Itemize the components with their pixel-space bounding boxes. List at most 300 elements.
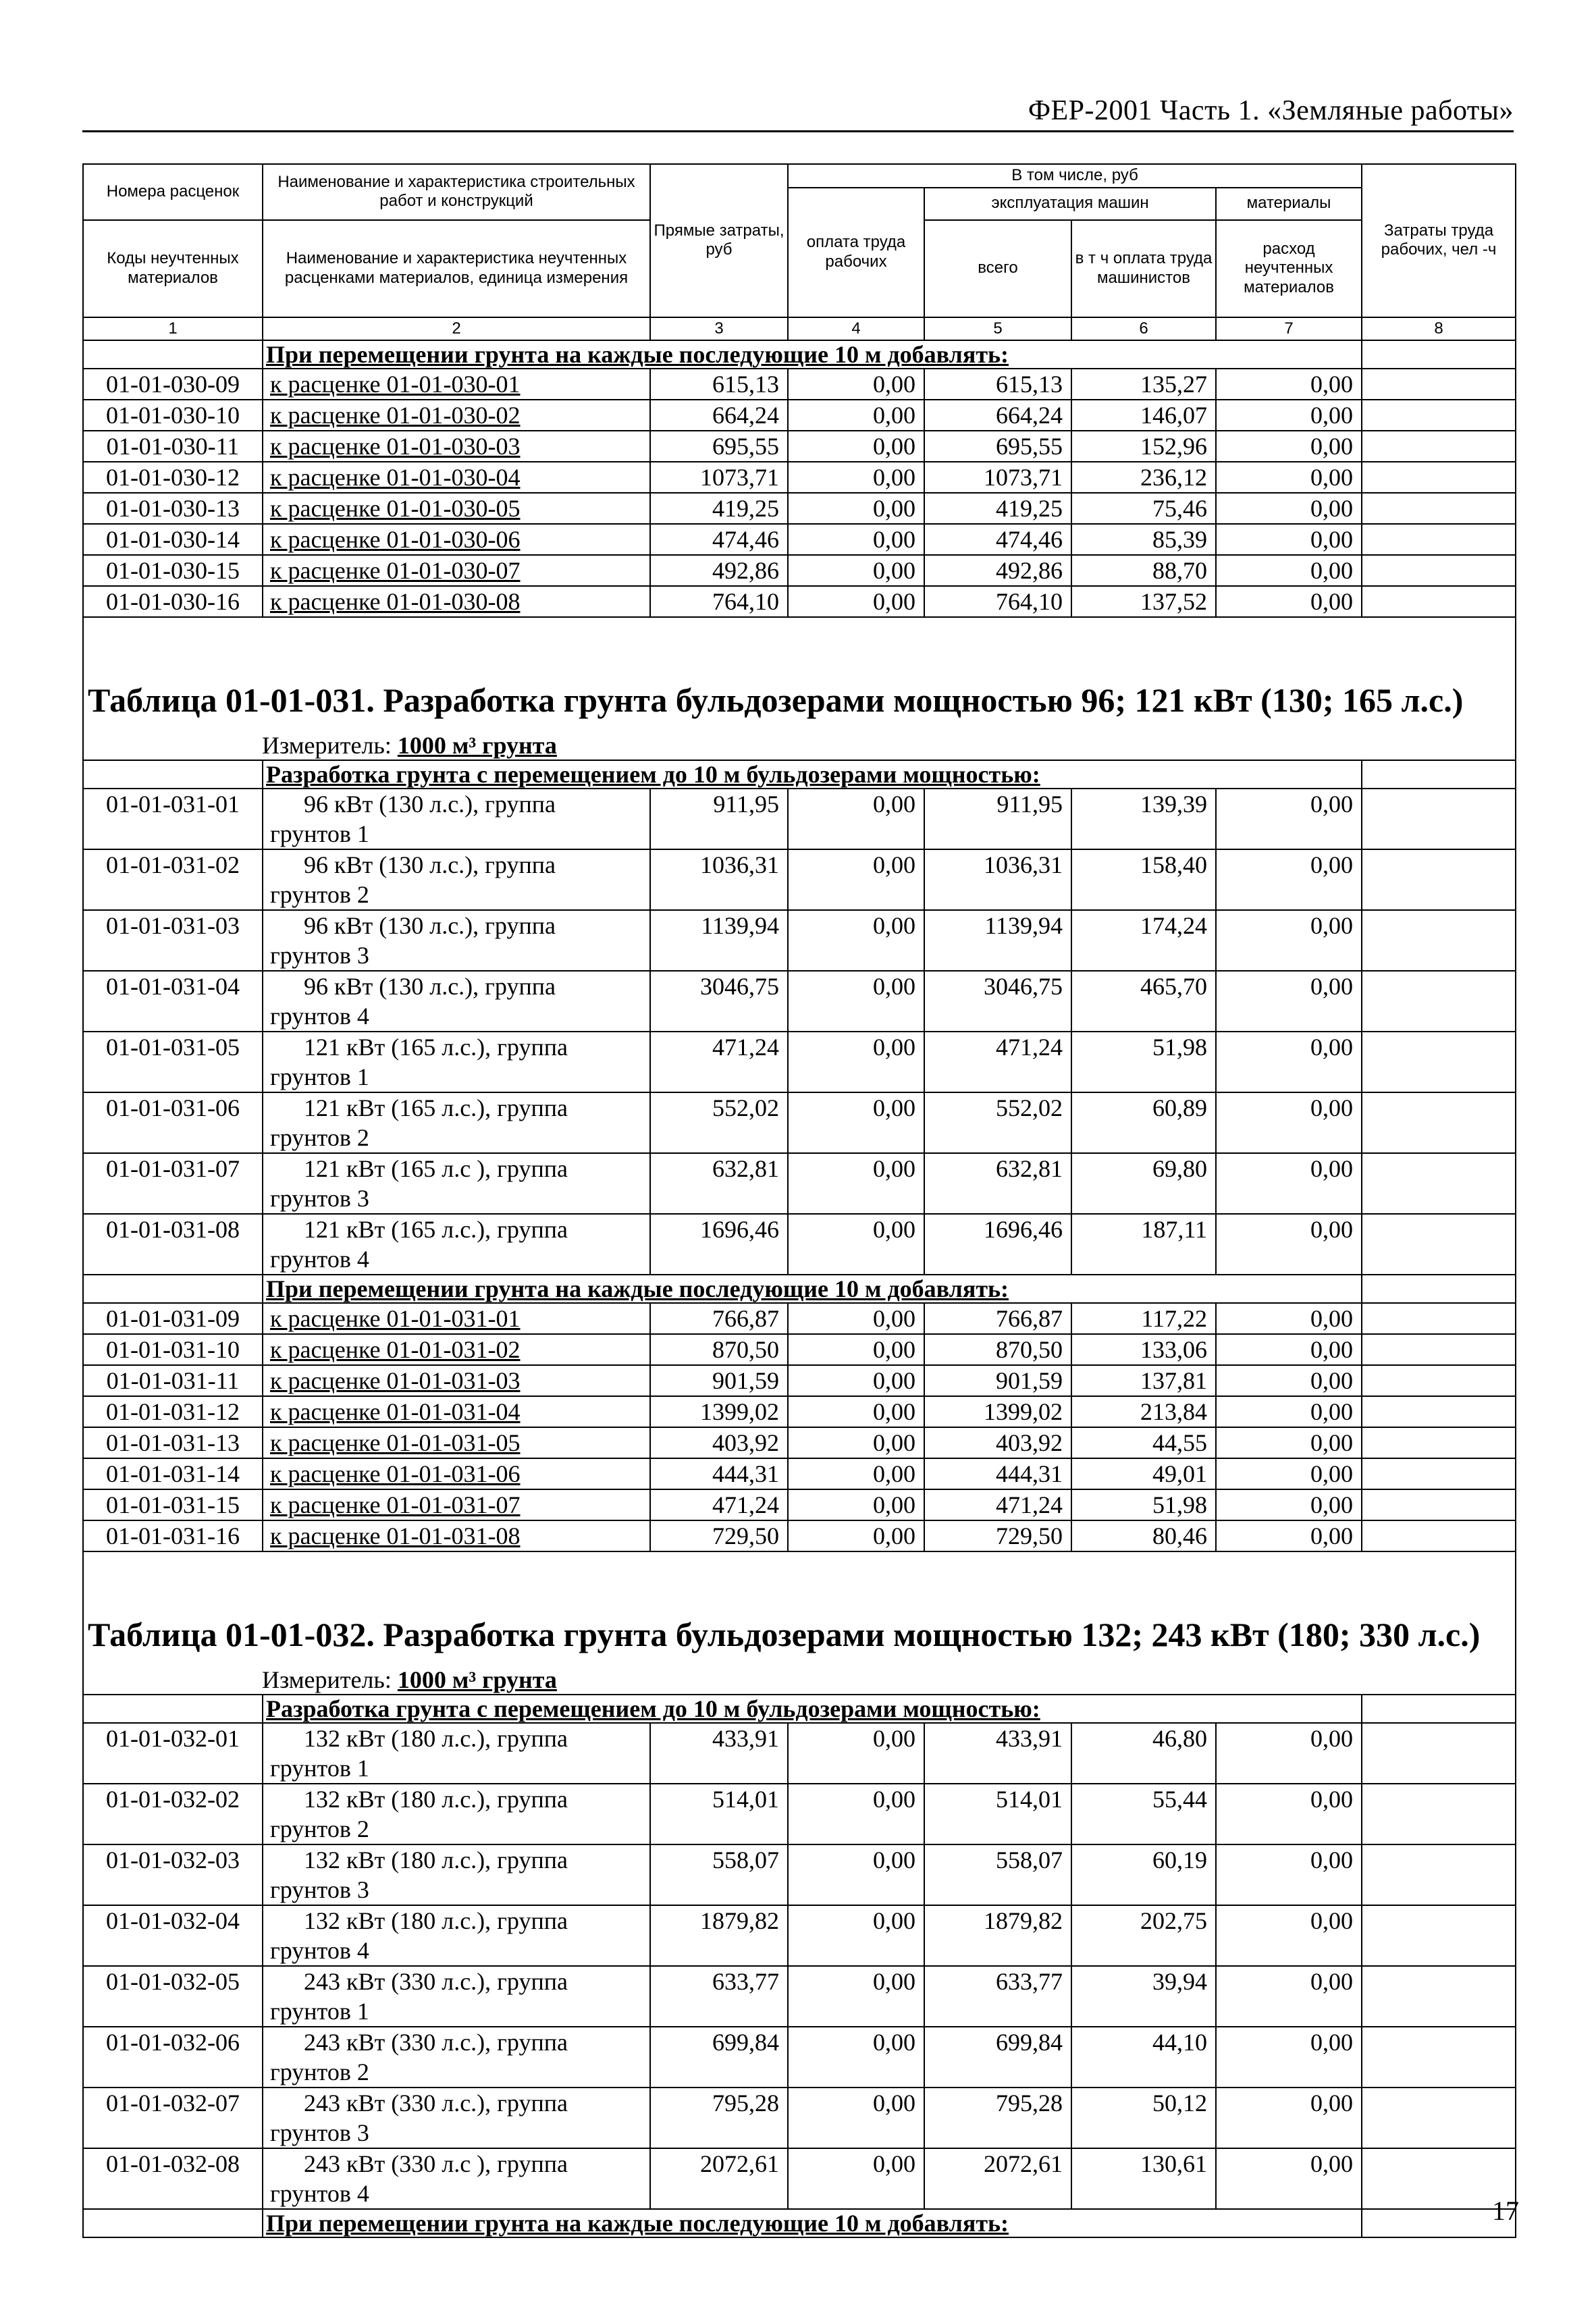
rate-name: [263, 369, 650, 400]
soil-group-line: грунтов 4: [270, 2179, 369, 2207]
value-machinist: 39,94: [1071, 1966, 1216, 2027]
value-materials: 0,00: [1216, 971, 1362, 1032]
rate-name-line: 243 кВт (330 л.с.), группа: [304, 2089, 568, 2117]
value-labor-cost: [1362, 910, 1516, 971]
value-labor-cost: [1362, 1365, 1516, 1396]
value-labor-cost: [1362, 586, 1516, 617]
rates-table-container: [82, 163, 1515, 2238]
page-number: 17: [1492, 2196, 1519, 2226]
value-machine: 3046,75: [924, 971, 1071, 1032]
value-labor: 0,00: [788, 369, 924, 400]
rate-name: [263, 910, 650, 971]
rate-name-text: к расценке 01-01-030-07: [270, 556, 521, 584]
rate-name-line: 243 кВт (330 л.с ), группа: [304, 2150, 568, 2177]
value-materials: 0,00: [1216, 1303, 1362, 1334]
rate-name-line: 243 кВт (330 л.с.), группа: [304, 2028, 568, 2056]
rate-code: 01-01-031-09: [83, 1303, 263, 1334]
rate-name-line: 121 кВт (165 л.с.), группа: [304, 1033, 568, 1061]
value-machine: 419,25: [924, 493, 1071, 524]
soil-group-line: грунтов 1: [270, 1754, 369, 1782]
value-labor-cost: [1362, 493, 1516, 524]
value-machine: 403,92: [924, 1427, 1071, 1458]
table-row: [83, 1214, 1516, 1275]
value-machinist: 133,06: [1071, 1334, 1216, 1365]
value-direct: 433,91: [650, 1723, 788, 1784]
section-row: [83, 1275, 1516, 1303]
value-labor-cost: [1362, 1844, 1516, 1905]
section-spacer-cell: [1362, 340, 1516, 369]
value-materials: 0,00: [1216, 1365, 1362, 1396]
spacer-cell: [83, 1551, 1516, 1583]
table-row: [83, 400, 1516, 431]
value-materials: 0,00: [1216, 1905, 1362, 1966]
header-labor-pay: оплата труда рабочих: [788, 188, 924, 317]
value-direct: 1073,71: [650, 462, 788, 493]
rate-name: [263, 1489, 650, 1520]
value-labor: 0,00: [788, 1396, 924, 1427]
header-including: В том числе, руб: [788, 164, 1362, 188]
value-labor-cost: [1362, 1032, 1516, 1092]
value-labor: 0,00: [788, 1365, 924, 1396]
rate-code: 01-01-031-04: [83, 971, 263, 1032]
table-row: [83, 1334, 1516, 1365]
rate-name-line: 96 кВт (130 л.с.), группа: [304, 972, 556, 1000]
soil-group-line: грунтов 4: [270, 1936, 369, 1964]
header-machines-total: всего: [924, 220, 1071, 317]
rate-name: [263, 586, 650, 617]
rate-name: [263, 524, 650, 555]
rate-name-text: к расценке 01-01-030-06: [270, 525, 521, 553]
rate-name: [263, 1520, 650, 1551]
value-direct: 764,10: [650, 586, 788, 617]
value-machinist: 202,75: [1071, 1905, 1216, 1966]
meter-label: Измеритель:: [262, 1666, 392, 1693]
section-spacer-cell: [1362, 1275, 1516, 1303]
column-number: 5: [924, 317, 1071, 340]
value-machinist: 80,46: [1071, 1520, 1216, 1551]
spacer-row: [83, 617, 1516, 649]
rate-code: 01-01-030-12: [83, 462, 263, 493]
value-materials: 0,00: [1216, 493, 1362, 524]
value-machine: 664,24: [924, 400, 1071, 431]
value-machinist: 75,46: [1071, 493, 1216, 524]
rate-name-text: к расценке 01-01-030-05: [270, 494, 521, 522]
section-spacer-cell: [83, 340, 263, 369]
soil-group-line: грунтов 2: [270, 1123, 369, 1151]
value-materials: 0,00: [1216, 586, 1362, 617]
header-rate-numbers: Номера расценок: [83, 164, 263, 220]
value-labor-cost: [1362, 1905, 1516, 1966]
rate-code: 01-01-031-02: [83, 849, 263, 910]
rate-name-line: 96 кВт (130 л.с.), группа: [304, 851, 556, 878]
value-labor: 0,00: [788, 400, 924, 431]
value-materials: 0,00: [1216, 1396, 1362, 1427]
rate-name-text: к расценке 01-01-030-03: [270, 432, 521, 460]
value-labor-cost: [1362, 1784, 1516, 1844]
value-labor-cost: [1362, 1396, 1516, 1427]
rate-code: 01-01-030-09: [83, 369, 263, 400]
soil-group-line: грунтов 1: [270, 820, 369, 847]
value-direct: 2072,61: [650, 2148, 788, 2209]
value-machinist: 236,12: [1071, 462, 1216, 493]
value-labor-cost: [1362, 1723, 1516, 1784]
value-labor: 0,00: [788, 1458, 924, 1489]
value-labor: 0,00: [788, 1092, 924, 1153]
header-machines: эксплуатация машин: [924, 188, 1216, 220]
header-labor-cost: Затраты труда рабочих, чел -ч: [1362, 164, 1516, 317]
value-materials: 0,00: [1216, 2027, 1362, 2088]
table-row: [83, 1520, 1516, 1551]
meter-cell: [83, 1656, 1516, 1695]
value-materials: 0,00: [1216, 1784, 1362, 1844]
table-row: [83, 1905, 1516, 1966]
value-materials: 0,00: [1216, 910, 1362, 971]
rate-code: 01-01-031-07: [83, 1153, 263, 1214]
value-labor-cost: [1362, 971, 1516, 1032]
value-direct: 492,86: [650, 555, 788, 586]
rate-name: [263, 2148, 650, 2209]
value-labor-cost: [1362, 400, 1516, 431]
value-direct: 471,24: [650, 1489, 788, 1520]
value-labor: 0,00: [788, 431, 924, 462]
value-machine: 901,59: [924, 1365, 1071, 1396]
rate-code: 01-01-031-08: [83, 1214, 263, 1275]
column-number: 3: [650, 317, 788, 340]
value-machinist: 44,10: [1071, 2027, 1216, 2088]
table-row: [83, 1032, 1516, 1092]
table-row: [83, 524, 1516, 555]
table-row: [83, 849, 1516, 910]
value-labor: 0,00: [788, 2027, 924, 2088]
section-row: [83, 340, 1516, 369]
meter-cell: [83, 722, 1516, 760]
rate-name: [263, 555, 650, 586]
rate-code: 01-01-031-13: [83, 1427, 263, 1458]
value-machinist: 88,70: [1071, 555, 1216, 586]
soil-group-line: грунтов 3: [270, 2119, 369, 2146]
rate-code: 01-01-031-05: [83, 1032, 263, 1092]
value-machine: 633,77: [924, 1966, 1071, 2027]
rate-name-line: 96 кВт (130 л.с.), группа: [304, 790, 556, 818]
rate-name-text: к расценке 01-01-031-03: [270, 1366, 521, 1394]
soil-group-line: грунтов 1: [270, 1063, 369, 1090]
rate-code: 01-01-031-03: [83, 910, 263, 971]
header-materials: материалы: [1216, 188, 1362, 220]
soil-group-line: грунтов 1: [270, 1997, 369, 2025]
value-machine: 795,28: [924, 2088, 1071, 2148]
rate-name: [263, 971, 650, 1032]
value-machine: 552,02: [924, 1092, 1071, 1153]
value-materials: 0,00: [1216, 1032, 1362, 1092]
value-direct: 552,02: [650, 1092, 788, 1153]
section-spacer-cell: [83, 1695, 263, 1723]
rate-name-text: к расценке 01-01-031-02: [270, 1335, 521, 1363]
table-row: [83, 369, 1516, 400]
rate-name: [263, 849, 650, 910]
value-materials: 0,00: [1216, 1214, 1362, 1275]
value-labor-cost: [1362, 1214, 1516, 1275]
value-machine: 766,87: [924, 1303, 1071, 1334]
value-direct: 633,77: [650, 1966, 788, 2027]
value-machine: 1399,02: [924, 1396, 1071, 1427]
value-materials: 0,00: [1216, 369, 1362, 400]
value-machine: 699,84: [924, 2027, 1071, 2088]
table-row: [83, 2088, 1516, 2148]
value-direct: 1139,94: [650, 910, 788, 971]
value-direct: 558,07: [650, 1844, 788, 1905]
rate-name: [263, 1092, 650, 1153]
value-labor: 0,00: [788, 1905, 924, 1966]
value-materials: 0,00: [1216, 400, 1362, 431]
value-materials: 0,00: [1216, 849, 1362, 910]
value-labor-cost: [1362, 1966, 1516, 2027]
table-row: [83, 1489, 1516, 1520]
value-materials: 0,00: [1216, 1458, 1362, 1489]
rate-code: 01-01-032-05: [83, 1966, 263, 2027]
value-machine: 558,07: [924, 1844, 1071, 1905]
rate-name-line: 243 кВт (330 л.с.), группа: [304, 1967, 568, 1995]
table-title: Таблица 01-01-031. Разработка грунта бульдозерами мощностью 96; 121 кВт (130; 165 л.с.): [88, 681, 1464, 719]
value-labor: 0,00: [788, 971, 924, 1032]
value-labor: 0,00: [788, 586, 924, 617]
value-machinist: 213,84: [1071, 1396, 1216, 1427]
rate-name: [263, 1784, 650, 1844]
value-direct: 1399,02: [650, 1396, 788, 1427]
rate-name-line: 121 кВт (165 л.с.), группа: [304, 1215, 568, 1243]
value-labor: 0,00: [788, 1214, 924, 1275]
value-machinist: 51,98: [1071, 1032, 1216, 1092]
header-direct-costs: Прямые затраты, руб: [650, 164, 788, 317]
value-machine: 514,01: [924, 1784, 1071, 1844]
table-row: [83, 1427, 1516, 1458]
rate-name: [263, 493, 650, 524]
value-machine: 1879,82: [924, 1905, 1071, 1966]
table-row: [83, 1844, 1516, 1905]
value-labor-cost: [1362, 1520, 1516, 1551]
table-title-row: [83, 1583, 1516, 1656]
rate-code: 01-01-030-13: [83, 493, 263, 524]
value-direct: 403,92: [650, 1427, 788, 1458]
soil-group-line: грунтов 4: [270, 1245, 369, 1273]
header-unaccounted-codes: Коды неучтенных материалов: [83, 220, 263, 317]
table-row: [83, 1458, 1516, 1489]
soil-group-line: грунтов 3: [270, 1184, 369, 1212]
section-spacer-cell: [1362, 760, 1516, 789]
rate-name: [263, 1966, 650, 2027]
table-row: [83, 1396, 1516, 1427]
column-number: 7: [1216, 317, 1362, 340]
rate-name: [263, 1303, 650, 1334]
rate-name-text: к расценке 01-01-030-04: [270, 463, 521, 491]
rate-code: 01-01-031-14: [83, 1458, 263, 1489]
value-labor: 0,00: [788, 1303, 924, 1334]
value-direct: 3046,75: [650, 971, 788, 1032]
value-materials: 0,00: [1216, 1844, 1362, 1905]
value-machine: 2072,61: [924, 2148, 1071, 2209]
rate-code: 01-01-030-16: [83, 586, 263, 617]
value-machinist: 85,39: [1071, 524, 1216, 555]
rate-code: 01-01-032-04: [83, 1905, 263, 1966]
meter-value: 1000 м³ грунта: [397, 731, 557, 759]
rate-code: 01-01-032-06: [83, 2027, 263, 2088]
value-machinist: 60,89: [1071, 1092, 1216, 1153]
section-row: [83, 1695, 1516, 1723]
value-direct: 1696,46: [650, 1214, 788, 1275]
rate-code: 01-01-032-07: [83, 2088, 263, 2148]
value-machinist: 55,44: [1071, 1784, 1216, 1844]
table-row: [83, 493, 1516, 524]
table-row: [83, 1092, 1516, 1153]
table-row: [83, 1966, 1516, 2027]
section-spacer-cell: [83, 1275, 263, 1303]
rate-name: [263, 1458, 650, 1489]
value-machine: 433,91: [924, 1723, 1071, 1784]
value-machine: 870,50: [924, 1334, 1071, 1365]
rate-name-text: к расценке 01-01-031-05: [270, 1429, 521, 1456]
value-direct: 419,25: [650, 493, 788, 524]
value-machine: 471,24: [924, 1489, 1071, 1520]
value-direct: 729,50: [650, 1520, 788, 1551]
rate-name-text: к расценке 01-01-031-06: [270, 1460, 521, 1487]
value-materials: 0,00: [1216, 431, 1362, 462]
value-direct: 514,01: [650, 1784, 788, 1844]
value-labor-cost: [1362, 462, 1516, 493]
value-labor-cost: [1362, 1458, 1516, 1489]
meter-label: Измеритель:: [262, 731, 392, 759]
value-machinist: 152,96: [1071, 431, 1216, 462]
rate-code: 01-01-032-03: [83, 1844, 263, 1905]
rate-code: 01-01-031-11: [83, 1365, 263, 1396]
table-body: [83, 340, 1516, 2237]
value-direct: 870,50: [650, 1334, 788, 1365]
soil-group-line: грунтов 3: [270, 1876, 369, 1903]
value-direct: 632,81: [650, 1153, 788, 1214]
rate-name: [263, 789, 650, 849]
value-labor: 0,00: [788, 462, 924, 493]
value-labor: 0,00: [788, 555, 924, 586]
rate-name: [263, 431, 650, 462]
rate-code: 01-01-032-08: [83, 2148, 263, 2209]
value-materials: 0,00: [1216, 2088, 1362, 2148]
rate-name: [263, 400, 650, 431]
value-materials: 0,00: [1216, 1489, 1362, 1520]
value-labor: 0,00: [788, 1153, 924, 1214]
value-machinist: 51,98: [1071, 1489, 1216, 1520]
value-materials: 0,00: [1216, 1427, 1362, 1458]
value-machine: 1036,31: [924, 849, 1071, 910]
table-row: [83, 1784, 1516, 1844]
rate-code: 01-01-030-11: [83, 431, 263, 462]
rate-name: [263, 1844, 650, 1905]
value-labor-cost: [1362, 1334, 1516, 1365]
section-label: При перемещении грунта на каждые последующие 10 м добавлять:: [263, 1275, 1362, 1303]
rate-code: 01-01-031-16: [83, 1520, 263, 1551]
value-materials: 0,00: [1216, 1966, 1362, 2027]
value-labor: 0,00: [788, 1334, 924, 1365]
spacer-row: [83, 1551, 1516, 1583]
value-machinist: 46,80: [1071, 1723, 1216, 1784]
value-machine: 615,13: [924, 369, 1071, 400]
value-machinist: 44,55: [1071, 1427, 1216, 1458]
rate-name: [263, 1334, 650, 1365]
rate-code: 01-01-030-10: [83, 400, 263, 431]
value-labor-cost: [1362, 555, 1516, 586]
rate-code: 01-01-032-01: [83, 1723, 263, 1784]
value-direct: 444,31: [650, 1458, 788, 1489]
value-materials: 0,00: [1216, 2148, 1362, 2209]
value-direct: 664,24: [650, 400, 788, 431]
table-row: [83, 555, 1516, 586]
value-labor: 0,00: [788, 849, 924, 910]
table-title-cell: [83, 649, 1516, 722]
rate-code: 01-01-030-14: [83, 524, 263, 555]
value-materials: 0,00: [1216, 1520, 1362, 1551]
value-direct: 695,55: [650, 431, 788, 462]
table-title: Таблица 01-01-032. Разработка грунта бульдозерами мощностью 132; 243 кВт (180; 330 л.с.): [88, 1615, 1481, 1653]
table-row: [83, 462, 1516, 493]
value-labor: 0,00: [788, 1844, 924, 1905]
value-machine: 729,50: [924, 1520, 1071, 1551]
section-row: [83, 2209, 1516, 2237]
header-materials-use: расход неучтенных материалов: [1216, 220, 1362, 317]
section-spacer-cell: [83, 2209, 263, 2237]
value-machinist: 174,24: [1071, 910, 1216, 971]
value-direct: 615,13: [650, 369, 788, 400]
rate-name: [263, 462, 650, 493]
column-number: 2: [263, 317, 650, 340]
value-materials: 0,00: [1216, 1092, 1362, 1153]
value-machine: 695,55: [924, 431, 1071, 462]
header-machinist-pay: в т ч оплата труда машинистов: [1071, 220, 1216, 317]
rate-name-line: 121 кВт (165 л.с ), группа: [304, 1154, 568, 1182]
value-materials: 0,00: [1216, 1334, 1362, 1365]
running-header: ФЕР-2001 Часть 1. «Земляные работы»: [1028, 95, 1514, 126]
rate-name: [263, 1153, 650, 1214]
value-machinist: 49,01: [1071, 1458, 1216, 1489]
value-machinist: 465,70: [1071, 971, 1216, 1032]
rate-code: 01-01-031-01: [83, 789, 263, 849]
value-machinist: 187,11: [1071, 1214, 1216, 1275]
value-labor-cost: [1362, 369, 1516, 400]
table-title-cell: [83, 1583, 1516, 1656]
value-labor: 0,00: [788, 2148, 924, 2209]
spacer-cell: [83, 617, 1516, 649]
value-direct: 795,28: [650, 2088, 788, 2148]
value-machine: 764,10: [924, 586, 1071, 617]
rate-name: [263, 1032, 650, 1092]
rate-name-line: 132 кВт (180 л.с.), группа: [304, 1724, 568, 1752]
rate-name-line: 132 кВт (180 л.с.), группа: [304, 1846, 568, 1873]
column-number: 4: [788, 317, 924, 340]
value-direct: 1036,31: [650, 849, 788, 910]
rates-table: [82, 163, 1516, 2238]
value-machinist: 60,19: [1071, 1844, 1216, 1905]
rate-name: [263, 1905, 650, 1966]
section-spacer-cell: [1362, 1695, 1516, 1723]
value-materials: 0,00: [1216, 555, 1362, 586]
meter-row: [83, 1656, 1516, 1695]
value-direct: 474,46: [650, 524, 788, 555]
rate-code: 01-01-031-15: [83, 1489, 263, 1520]
value-materials: 0,00: [1216, 462, 1362, 493]
table-row: [83, 1723, 1516, 1784]
value-machinist: 117,22: [1071, 1303, 1216, 1334]
column-number: 8: [1362, 317, 1516, 340]
value-labor: 0,00: [788, 1489, 924, 1520]
header-materials-name: Наименование и характеристика неучтенных расценками материалов, единица измерения: [263, 220, 650, 317]
value-labor: 0,00: [788, 1723, 924, 1784]
value-direct: 1879,82: [650, 1905, 788, 1966]
